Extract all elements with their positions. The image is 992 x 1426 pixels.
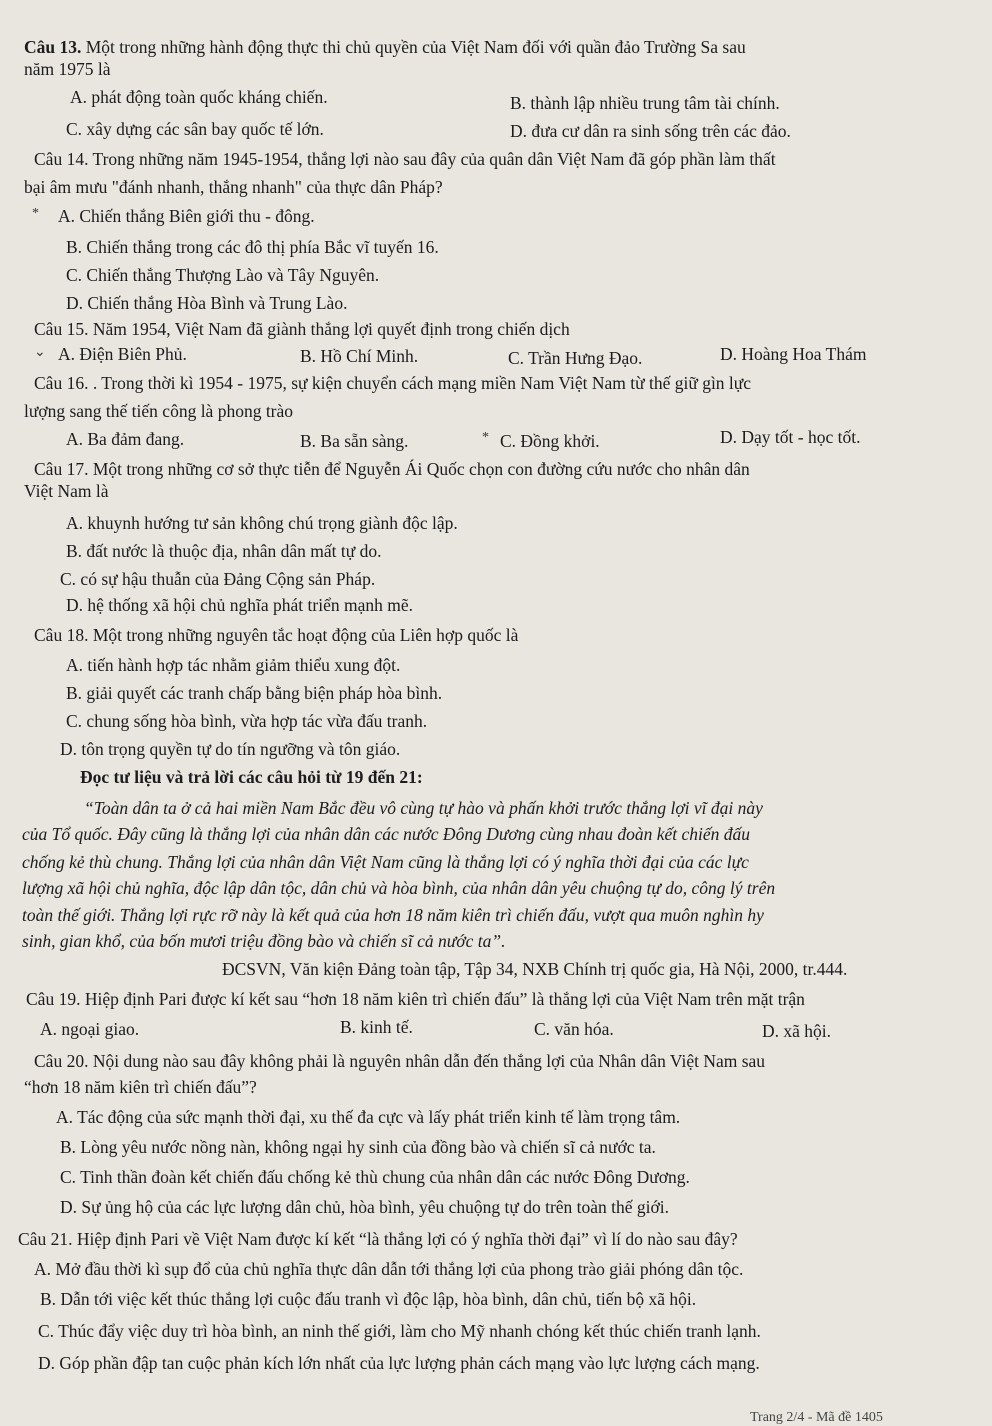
q19-option-c: C. văn hóa. (534, 1019, 614, 1039)
q18-option-b: B. giải quyết các tranh chấp bằng biện pháp hòa bình. (66, 683, 443, 703)
q21-option-d: D. Góp phần đập tan cuộc phản kích lớn nhất của lực lượng phản cách mạng vào lực lượng cách mạng. (38, 1353, 760, 1373)
quote-line-6: sinh, gian khổ, của bốn mươi triệu đồng bào và chiến sĩ cả nước ta”. (22, 931, 506, 951)
tick-mark-q15: ⌄ (34, 345, 46, 360)
q18-option-a: A. tiến hành hợp tác nhằm giảm thiểu xung đột. (66, 655, 401, 675)
q16-stem-1: Câu 16. . Trong thời kì 1954 - 1975, sự kiện chuyển cách mạng miền Nam Việt Nam từ thế giữ gìn lực (34, 373, 752, 393)
tick-mark-q16: * (482, 430, 489, 445)
q15-option-c: C. Trần Hưng Đạo. (508, 348, 643, 368)
q19-option-a: A. ngoại giao. (40, 1019, 140, 1039)
q15-stem: Câu 15. Năm 1954, Việt Nam đã giành thắng lợi quyết định trong chiến dịch (34, 319, 570, 339)
q17-stem-1: Câu 17. Một trong những cơ sở thực tiễn để Nguyễn Ái Quốc chọn con đường cứu nước cho nhân dân (34, 459, 750, 479)
q14-option-d: D. Chiến thắng Hòa Bình và Trung Lào. (66, 293, 348, 313)
q21-option-a: A. Mở đầu thời kì sụp đổ của chủ nghĩa thực dân dẫn tới thắng lợi của phong trào giải phóng dân tộc. (34, 1259, 744, 1279)
q21-option-c: C. Thúc đẩy việc duy trì hòa bình, an ninh thế giới, làm cho Mỹ nhanh chóng kết thúc chiến tranh lạnh. (38, 1321, 761, 1341)
quote-line-5: toàn thế giới. Thắng lợi rực rỡ này là kết quả của hơn 18 năm kiên trì chiến đấu, vượt qua muôn nghìn hy (22, 905, 764, 925)
q14-option-c: C. Chiến thắng Thượng Lào và Tây Nguyên. (66, 265, 380, 285)
quote-line-2: của Tổ quốc. Đây cũng là thắng lợi của nhân dân các nước Đông Dương cùng nhau đoàn kết chiến đấu (22, 824, 751, 844)
q20-stem-2: “hơn 18 năm kiên trì chiến đấu”? (24, 1077, 257, 1097)
q13-option-a: A. phát động toàn quốc kháng chiến. (70, 87, 328, 107)
q16-option-b: B. Ba sẵn sàng. (300, 431, 409, 451)
q13-option-b: B. thành lập nhiều trung tâm tài chính. (510, 93, 780, 113)
quote-line-1: “Toàn dân ta ở cả hai miền Nam Bắc đều vô cùng tự hào và phấn khởi trước thắng lợi vĩ đại này (84, 798, 763, 818)
q18-option-c: C. chung sống hòa bình, vừa hợp tác vừa đấu tranh. (66, 711, 428, 731)
page-footer: Trang 2/4 - Mã đề 1405 (750, 1410, 883, 1425)
quote-line-4: lượng xã hội chủ nghĩa, độc lập dân tộc, dân chủ và hòa bình, của nhân dân yêu chuộng tự do, công lý trên (22, 878, 776, 898)
q18-stem: Câu 18. Một trong những nguyên tắc hoạt động của Liên hợp quốc là (34, 625, 519, 645)
q20-option-c: C. Tinh thần đoàn kết chiến đấu chống kẻ thù chung của nhân dân các nước Đông Dương. (60, 1167, 690, 1187)
q16-option-a: A. Ba đảm đang. (66, 429, 185, 449)
q15-option-d: D. Hoàng Hoa Thám (720, 344, 867, 364)
q17-option-c: C. có sự hậu thuẫn của Đảng Cộng sản Pháp. (60, 569, 376, 589)
q14-option-a: A. Chiến thắng Biên giới thu - đông. (58, 206, 315, 226)
q13-stem-text: Một trong những hành động thực thi chủ quyền của Việt Nam đối với quần đảo Trường Sa sau (85, 37, 746, 57)
q17-option-a: A. khuynh hướng tư sản không chú trọng giành độc lập. (66, 513, 458, 533)
q20-option-d: D. Sự ủng hộ của các lực lượng dân chủ, hòa bình, yêu chuộng tự do trên toàn thế giới. (60, 1197, 670, 1217)
q14-stem-2: bại âm mưu "đánh nhanh, thắng nhanh" của thực dân Pháp? (24, 177, 443, 197)
q17-option-b: B. đất nước là thuộc địa, nhân dân mất tự do. (66, 541, 382, 561)
q21-option-b: B. Dẫn tới việc kết thúc thắng lợi cuộc đấu tranh vì độc lập, hòa bình, dân chủ, tiến bộ xã hội. (40, 1289, 697, 1309)
q13-option-d: D. đưa cư dân ra sinh sống trên các đảo. (510, 121, 791, 141)
q20-stem-1: Câu 20. Nội dung nào sau đây không phải là nguyên nhân dẫn đến thắng lợi của Nhân dân Việt Nam sau (34, 1051, 766, 1071)
q13-option-c: C. xây dựng các sân bay quốc tế lớn. (66, 119, 324, 139)
tick-mark-q14: * (32, 206, 39, 221)
q19-stem: Câu 19. Hiệp định Pari được kí kết sau “hơn 18 năm kiên trì chiến đấu” là thắng lợi của Việt Nam trên mặt trận (26, 989, 805, 1009)
q13-stem-1: Câu 13. Một trong những hành động thực thi chủ quyền của Việt Nam đối với quần đảo Trường Sa sau (24, 37, 746, 57)
q15-option-b: B. Hồ Chí Minh. (300, 346, 419, 366)
q20-option-a: A. Tác động của sức mạnh thời đại, xu thế đa cực và lấy phát triển kinh tế làm trọng tâm. (56, 1107, 681, 1127)
q19-option-d: D. xã hội. (762, 1021, 832, 1041)
q13-stem-2: năm 1975 là (24, 59, 111, 79)
q16-stem-2: lượng sang thế tiến công là phong trào (24, 401, 294, 421)
q18-option-d: D. tôn trọng quyền tự do tín ngưỡng và tôn giáo. (60, 739, 401, 759)
q16-option-d: D. Dạy tốt - học tốt. (720, 427, 861, 447)
reading-heading: Đọc tư liệu và trả lời các câu hỏi từ 19 đến 21: (80, 767, 423, 787)
q19-option-b: B. kinh tế. (340, 1017, 413, 1037)
q20-option-b: B. Lòng yêu nước nồng nàn, không ngại hy sinh của đồng bào và chiến sĩ cả nước ta. (60, 1137, 656, 1157)
q17-stem-2: Việt Nam là (24, 481, 109, 501)
q21-stem: Câu 21. Hiệp định Pari về Việt Nam được kí kết “là thắng lợi có ý nghĩa thời đại” vì lí do nào sau đây? (18, 1229, 738, 1249)
q16-option-c: C. Đồng khởi. (500, 431, 600, 451)
quote-line-3: chống kẻ thù chung. Thắng lợi của nhân dân Việt Nam cũng là thắng lợi có ý nghĩa thời đại của các lực (22, 852, 749, 872)
q17-option-d: D. hệ thống xã hội chủ nghĩa phát triển mạnh mẽ. (66, 595, 414, 615)
q14-option-b: B. Chiến thắng trong các đô thị phía Bắc vĩ tuyến 16. (66, 237, 439, 257)
q14-stem-1: Câu 14. Trong những năm 1945-1954, thắng lợi nào sau đây của quân dân Việt Nam đã góp phần làm thất (34, 149, 776, 169)
quote-source: ĐCSVN, Văn kiện Đảng toàn tập, Tập 34, NXB Chính trị quốc gia, Hà Nội, 2000, tr.444. (222, 959, 848, 979)
q15-option-a: A. Điện Biên Phủ. (58, 344, 187, 364)
